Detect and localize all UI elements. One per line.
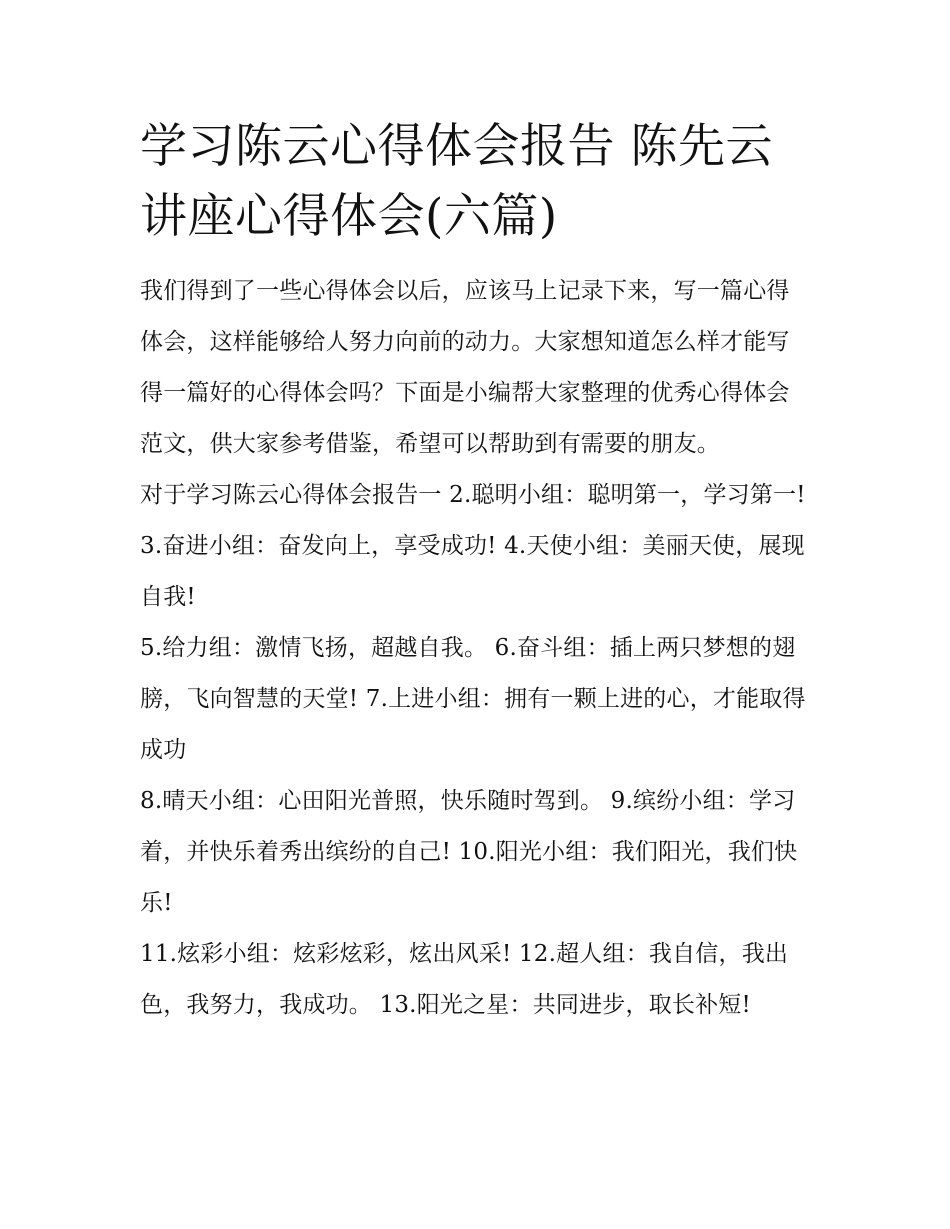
- body-paragraph-3: 8.晴天小组：心田阳光普照，快乐随时驾到。 9.缤纷小组：学习着，并快乐着秀出缤纷的自己! 10.阳光小组：我们阳光，我们快乐!: [140, 788, 798, 916]
- body-paragraph-1: 对于学习陈云心得体会报告一 2.聪明小组：聪明第一，学习第一! 3.奋进小组：奋发向上，享受成功! 4.天使小组：美丽天使，展现自我!: [140, 482, 806, 610]
- body-paragraph-4: 11.炫彩小组：炫彩炫彩，炫出风采! 12.超人组：我自信，我出色，我努力，我成功。 13.阳光之星：共同进步，取长补短!: [140, 941, 789, 1018]
- intro-paragraph: 我们得到了一些心得体会以后，应该马上记录下来，写一篇心得体会，这样能够给人努力向前的动力。大家想知道怎么样才能写得一篇好的心得体会吗？下面是小编帮大家整理的优秀心得体会范文，供大家参考借鉴，希望可以帮助到有需要的朋友。: [140, 278, 790, 457]
- document-body: [140, 112, 812, 1031]
- document-title: 学习陈云心得体会报告 陈先云讲座心得体会(六篇): [140, 119, 773, 244]
- body-paragraph-2: 5.给力组：激情飞扬，超越自我。 6.奋斗组：插上两只梦想的翅膀，飞向智慧的天堂! 7.上进小组：拥有一颗上进的心，才能取得成功: [140, 635, 806, 763]
